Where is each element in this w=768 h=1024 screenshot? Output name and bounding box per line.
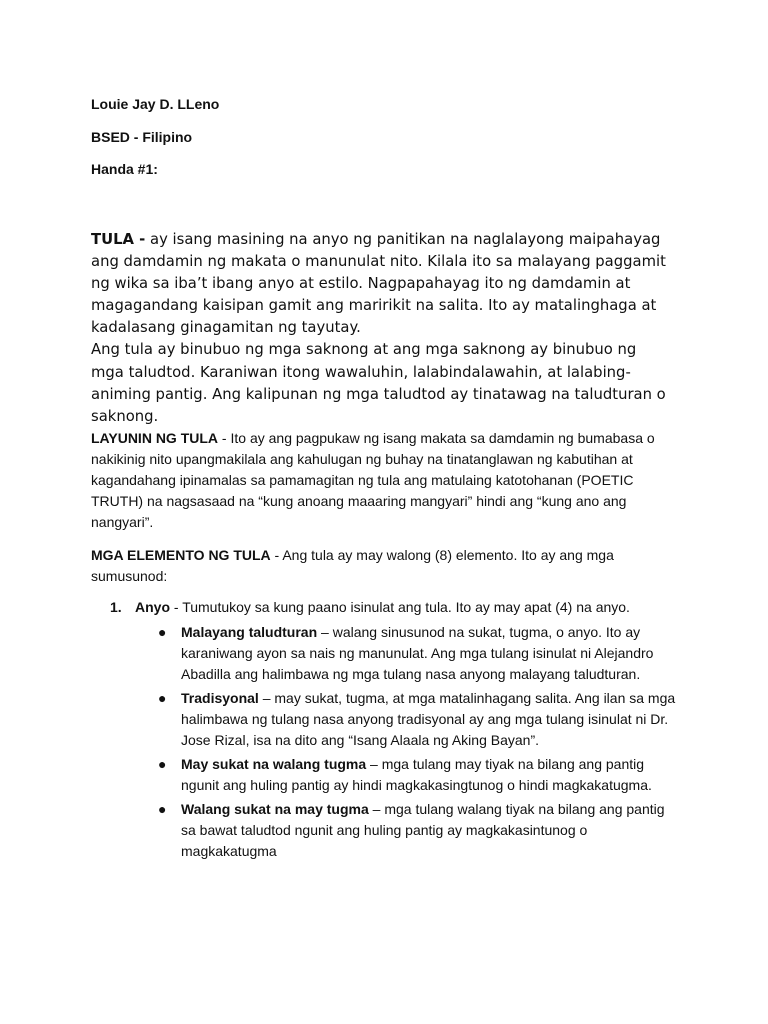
list-number: 1. <box>110 599 122 615</box>
bullet-icon: ● <box>158 690 167 706</box>
bullet-icon: ● <box>158 624 167 640</box>
list-item <box>158 688 676 751</box>
layunin-section <box>91 428 681 533</box>
course-label: BSED - Filipino <box>91 129 193 145</box>
elemento-section <box>91 545 681 587</box>
bullet-text: – may sukat, tugma, at mga matalinhagang salita. Ang ilan sa mga halimbawa ng tulang nasa anyong tradisyonal ay ang mga tulang isinulat ni Dr. Jose Rizal, isa na dito ang “Isang Alaala ng Aking Bayan”. <box>181 690 676 748</box>
anyo-text: - Tumutukoy sa kung paano isinulat ang tula. Ito ay may apat (4) na anyo. <box>170 599 630 615</box>
elemento-text: - Ang tula ay may walong (8) elemento. Ito ay ang mga sumusunod: <box>91 547 614 584</box>
bullet-term: May sukat na walang tugma <box>181 756 367 772</box>
bullet-text: – walang sinusunod na sukat, tugma, o anyo. Ito ay karaniwang ayon sa nais ng manunulat. Ang mga tulang isinulat ni Alejandro Abadilla ang halimbawa ng mga tulang nasa anyong malayang taludturan. <box>181 624 654 682</box>
tula-paragraph-2: Ang tula ay binubuo ng mga saknong at ang mga saknong ay binubuo ng mga taludtod. Karaniwan itong wawaluhin, lalabindalawahin, at lalabing-animing pantig. Ang kalipunan ng mga taludtod ay tinatawag na taludturan o saknong. <box>91 341 666 425</box>
tula-term: TULA - <box>91 231 146 248</box>
anyo-term: Anyo <box>135 599 170 615</box>
bullet-icon: ● <box>158 756 167 772</box>
bullet-term: Malayang taludturan <box>181 624 318 640</box>
bullet-term: Walang sukat na may tugma <box>181 801 369 817</box>
bullet-text: – mga tulang walang tiyak na bilang ang pantig sa bawat taludtod ngunit ang huling pantig ay magkakasintunog o magkakatugma <box>181 801 665 859</box>
tula-paragraph-1 <box>91 229 671 339</box>
elemento-list <box>110 597 680 865</box>
list-item <box>158 754 676 796</box>
list-item-anyo <box>110 597 680 618</box>
list-item <box>158 622 676 685</box>
bullet-icon: ● <box>158 801 167 817</box>
bullet-text: – mga tulang may tiyak na bilang ang pantig ngunit ang huling pantig ay hindi magkakasingtunog o hindi magkakatugma. <box>181 756 652 793</box>
layunin-text: - Ito ay ang pagpukaw ng isang makata sa damdamin ng bumabasa o nakikinig nito upangmakilala ang kahulugan ng buhay na tinatanglawan ng kabutihan at kagandahang ipinamalas sa pamamagitan ng tula ang matulaing katotohanan (POETIC TRUTH) na nagsasaad na “kung anoang maaaring mangyari” hindi ang “kung ano ang nangyari”. <box>91 430 655 530</box>
tula-section <box>91 229 671 428</box>
handa-label: Handa #1: <box>91 161 158 177</box>
list-item <box>158 799 676 862</box>
anyo-bullets <box>110 622 680 862</box>
author-name: Louie Jay D. LLeno <box>91 96 220 112</box>
tula-definition: ay isang masining na anyo ng panitikan na naglalayong maipahayag ang damdamin ng makata o manunulat nito. Kilala ito sa malayang paggamit ng wika sa iba’t ibang anyo at estilo. Nagpapahayag ito ng damdamin at magagandang kaisipan gamit ang maririkit na salita. Ito ay matalinghaga at kadalasang ginagamitan ng tayutay. <box>91 231 666 337</box>
bullet-term: Tradisyonal <box>181 690 259 706</box>
elemento-term: MGA ELEMENTO NG TULA <box>91 547 271 563</box>
layunin-term: LAYUNIN NG TULA <box>91 430 219 446</box>
